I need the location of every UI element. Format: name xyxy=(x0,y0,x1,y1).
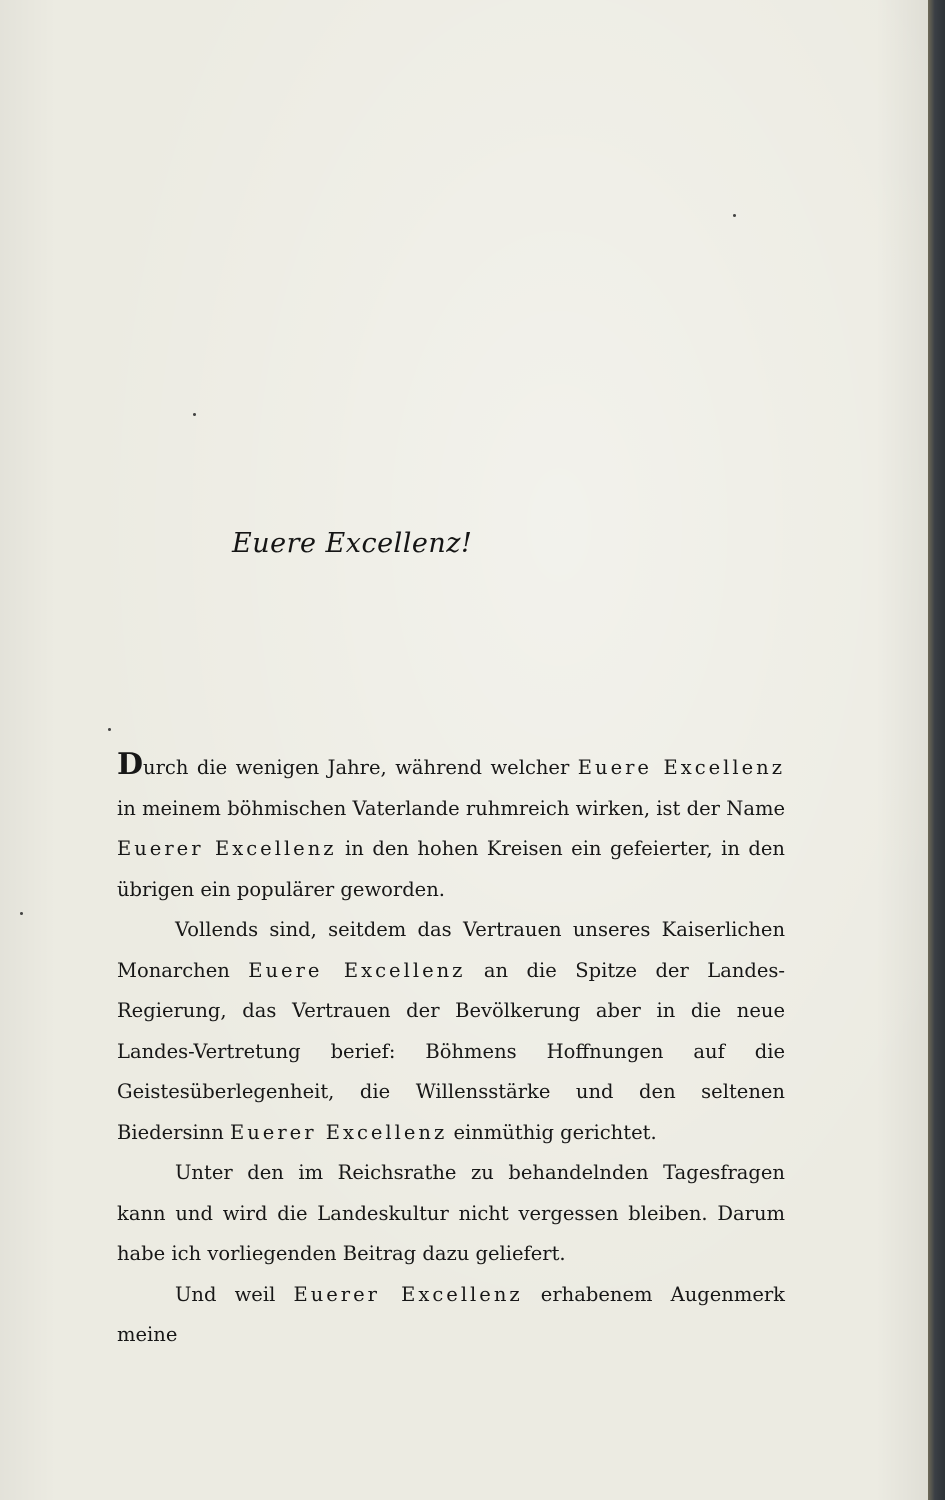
ink-speck xyxy=(733,214,736,217)
dedication-text xyxy=(117,748,785,1356)
text-run: Vollends sind, seitdem das Vertrauen unseres Kaiserlichen Monarchen xyxy=(117,918,785,982)
text-run: an die Spitze der Landes-Regierung, das Vertrauen der Bevölkerung aber in die neue Landes-Vertretung berief: Böhmens Hoffnungen auf die Geistesüberlegenheit, die Willensstärke und den seltenen Biedersinn xyxy=(117,958,785,1144)
emphasized-title: Euerer Excellenz xyxy=(293,1282,523,1306)
paragraph xyxy=(117,748,785,910)
text-run: Unter den im Reichsrathe zu behandelnden Tagesfragen kann und wird die Landeskultur nicht vergessen bleiben. Darum habe ich vorliegenden Beitrag dazu geliefert. xyxy=(117,1161,785,1265)
salutation: Euere Excellenz! xyxy=(232,528,473,559)
paragraph xyxy=(117,1275,785,1356)
paragraph xyxy=(117,910,785,1153)
text-run: einmüthig gerichtet. xyxy=(447,1120,657,1144)
ink-speck xyxy=(20,912,23,915)
page-edge xyxy=(928,0,945,1500)
text-run: urch die wenigen Jahre, während welcher xyxy=(143,756,578,779)
emphasized-title: Euere Excellenz xyxy=(577,756,785,779)
paragraph xyxy=(117,1153,785,1275)
ink-speck xyxy=(193,413,196,416)
text-run: Und weil xyxy=(175,1282,294,1306)
drop-cap: D xyxy=(117,747,144,782)
text-run: erhabenem Augenmerk meine xyxy=(117,1282,785,1346)
text-run: in den hohen Kreisen ein gefeierter, in den übrigen ein populärer geworden. xyxy=(117,837,785,901)
ink-speck xyxy=(108,728,111,731)
emphasized-title: Euerer Excellenz xyxy=(117,837,337,860)
text-run: in meinem böhmischen Vaterlande ruhmreich wirken, ist der Name xyxy=(117,796,785,820)
emphasized-title: Euerer Excellenz xyxy=(230,1120,448,1144)
emphasized-title: Euere Excellenz xyxy=(248,958,466,982)
